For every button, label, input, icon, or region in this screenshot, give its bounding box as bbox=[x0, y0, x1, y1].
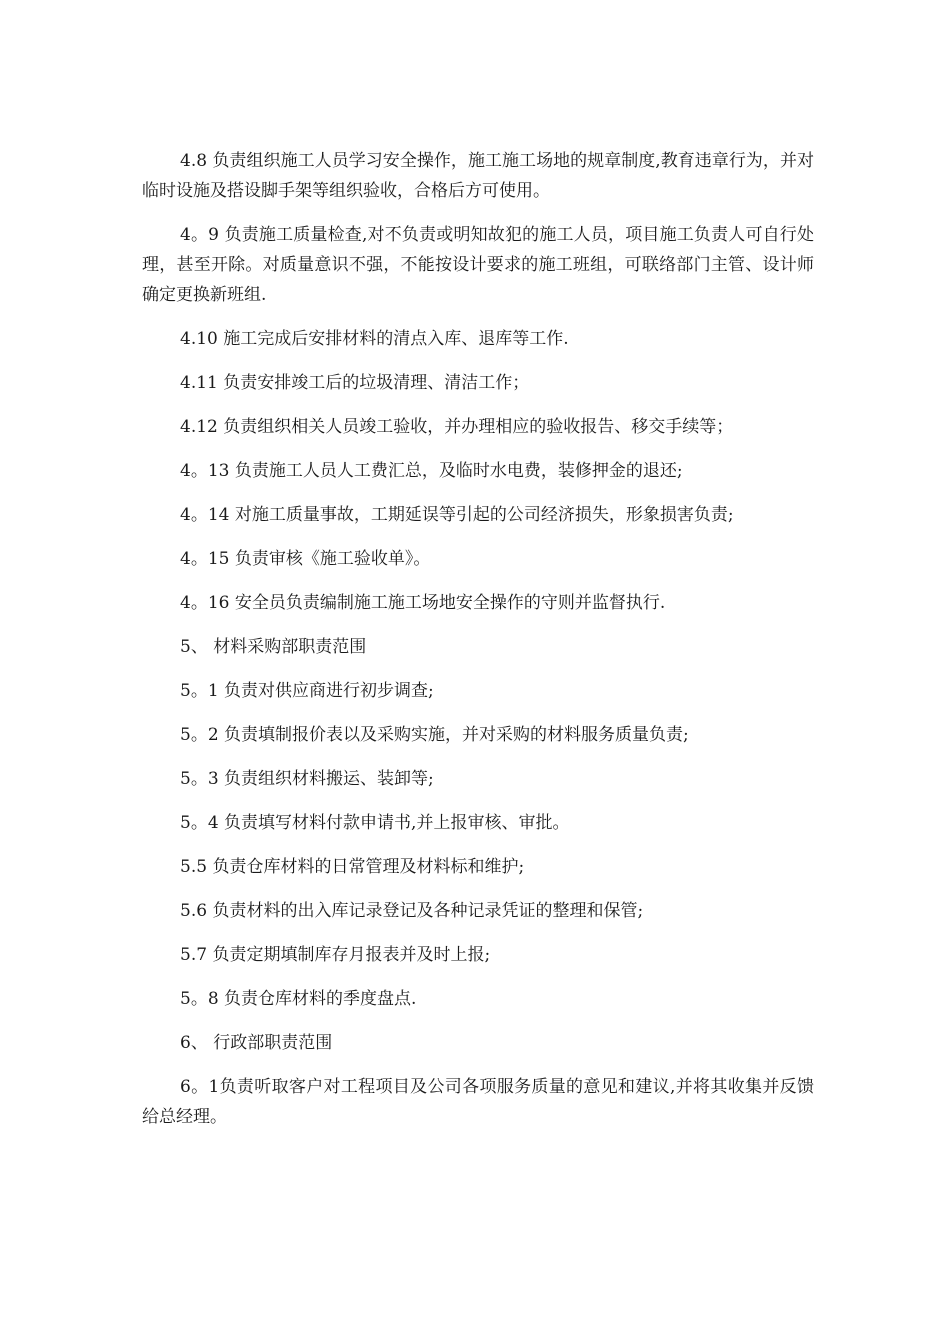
document-body bbox=[142, 146, 814, 1146]
paragraph-4-15: 4。15 负责审核《施工验收单》。 bbox=[180, 549, 431, 569]
paragraph-5-7: 5.7 负责定期填制库存月报表并及时上报; bbox=[180, 945, 491, 965]
section-heading-6: 6、 行政部职责范围 bbox=[180, 1033, 333, 1053]
paragraph-4-12: 4.12 负责组织相关人员竣工验收，并办理相应的验收报告、移交手续等； bbox=[180, 417, 734, 437]
section-heading-5: 5、 材料采购部职责范围 bbox=[180, 637, 367, 657]
paragraph-4-11: 4.11 负责安排竣工后的垃圾清理、清洁工作； bbox=[180, 373, 530, 393]
paragraph-5-5: 5.5 负责仓库材料的日常管理及材料标和维护; bbox=[180, 857, 525, 877]
paragraph-5-2: 5。2 负责填制报价表以及采购实施，并对采购的材料服务质量负责; bbox=[180, 725, 689, 745]
paragraph-5-4: 5。4 负责填写材料付款申请书,并上报审核、审批。 bbox=[180, 813, 570, 833]
paragraph-4-10: 4.10 施工完成后安排材料的清点入库、退库等工作. bbox=[180, 329, 569, 349]
paragraph-5-8: 5。8 负责仓库材料的季度盘点. bbox=[180, 989, 417, 1009]
paragraph-4-8: 4.8 负责组织施工人员学习安全操作，施工施工场地的规章制度,教育违章行为，并对临时设施及搭设脚手架等组织验收，合格后方可使用。 bbox=[142, 151, 814, 201]
paragraph-4-16: 4。16 安全员负责编制施工施工场地安全操作的守则并监督执行. bbox=[180, 593, 666, 613]
paragraph-4-14: 4。14 对施工质量事故，工期延误等引起的公司经济损失，形象损害负责; bbox=[180, 505, 734, 525]
paragraph-4-13: 4。13 负责施工人员人工费汇总，及临时水电费，装修押金的退还; bbox=[180, 461, 683, 481]
paragraph-6-1: 6。1负责听取客户对工程项目及公司各项服务质量的意见和建议,并将其收集并反馈给总经理。 bbox=[142, 1077, 814, 1127]
paragraph-4-9: 4。9 负责施工质量检查,对不负责或明知故犯的施工人员，项目施工负责人可自行处理，甚至开除。对质量意识不强，不能按设计要求的施工班组，可联络部门主管、设计师确定更换新班组. bbox=[142, 225, 814, 305]
paragraph-5-3: 5。3 负责组织材料搬运、装卸等; bbox=[180, 769, 434, 789]
paragraph-5-1: 5。1 负责对供应商进行初步调查; bbox=[180, 681, 434, 701]
paragraph-5-6: 5.6 负责材料的出入库记录登记及各种记录凭证的整理和保管; bbox=[180, 901, 644, 921]
